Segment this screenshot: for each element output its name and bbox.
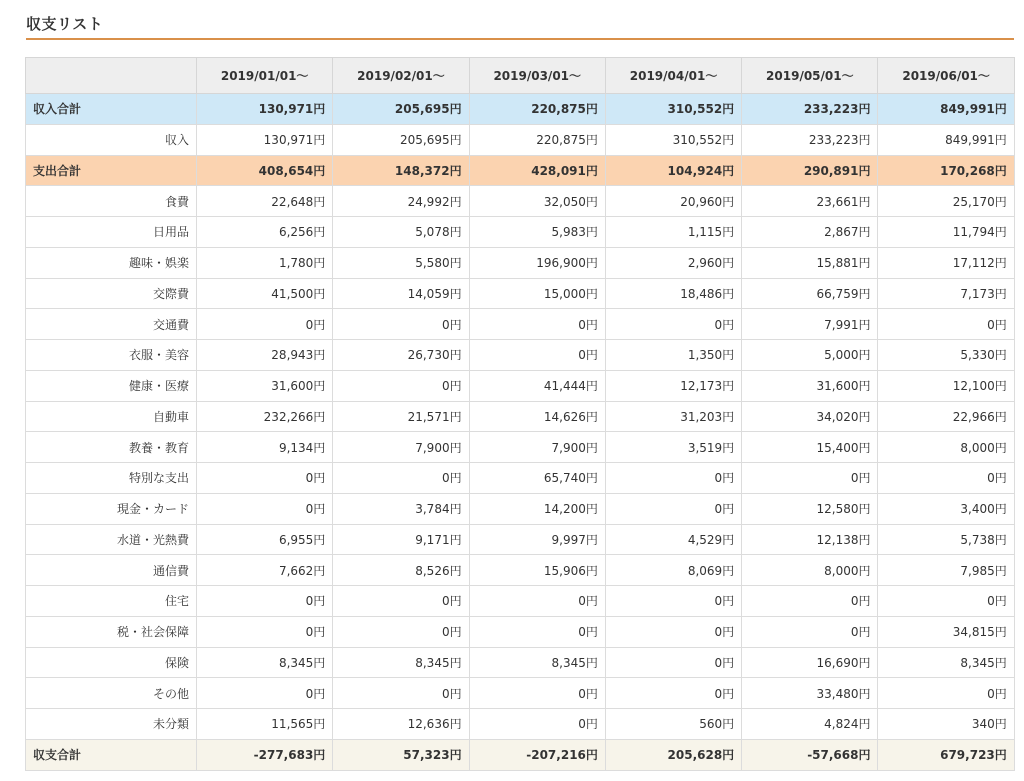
table-cell: 2,960円 xyxy=(605,247,741,278)
table-cell: 104,924円 xyxy=(605,155,741,186)
table-cell: 11,794円 xyxy=(878,217,1014,248)
table-cell: 4,824円 xyxy=(742,709,878,740)
table-cell: 7,173円 xyxy=(878,278,1014,309)
table-cell: 0円 xyxy=(742,463,878,494)
row-label: 未分類 xyxy=(26,709,197,740)
table-cell: 15,000円 xyxy=(469,278,605,309)
table-cell: 66,759円 xyxy=(742,278,878,309)
row-label: 現金・カード xyxy=(26,493,197,524)
table-cell: 408,654円 xyxy=(197,155,333,186)
table-cell: 0円 xyxy=(197,586,333,617)
table-cell: 1,780円 xyxy=(197,247,333,278)
table-cell: 16,690円 xyxy=(742,647,878,678)
table-cell: 205,695円 xyxy=(333,124,469,155)
row-label: 食費 xyxy=(26,186,197,217)
row-label: 水道・光熱費 xyxy=(26,524,197,555)
table-cell: 8,345円 xyxy=(333,647,469,678)
table-cell: 310,552円 xyxy=(605,124,741,155)
table-cell: 0円 xyxy=(469,309,605,340)
table-cell: 849,991円 xyxy=(878,124,1014,155)
table-row xyxy=(26,586,1015,617)
table-cell: 0円 xyxy=(742,586,878,617)
table-cell: 22,966円 xyxy=(878,401,1014,432)
table-cell: 8,000円 xyxy=(878,432,1014,463)
column-header-4[interactable]: 2019/04/01〜 xyxy=(605,58,741,94)
page-title: 収支リスト xyxy=(26,15,104,33)
table-cell: 220,875円 xyxy=(469,124,605,155)
table-cell: 8,069円 xyxy=(605,555,741,586)
table-row xyxy=(26,647,1015,678)
row-label: 税・社会保障 xyxy=(26,616,197,647)
table-row xyxy=(26,432,1015,463)
table-cell: 11,565円 xyxy=(197,709,333,740)
table-cell: 25,170円 xyxy=(878,186,1014,217)
table-cell: 20,960円 xyxy=(605,186,741,217)
table-row xyxy=(26,124,1015,155)
title-divider xyxy=(26,38,1014,40)
table-cell: 15,400円 xyxy=(742,432,878,463)
table-cell: 0円 xyxy=(742,616,878,647)
total-expense-row xyxy=(26,155,1015,186)
table-cell: 28,943円 xyxy=(197,340,333,371)
table-cell: 2,867円 xyxy=(742,217,878,248)
table-cell: 5,580円 xyxy=(333,247,469,278)
table-cell: 3,519円 xyxy=(605,432,741,463)
table-row xyxy=(26,370,1015,401)
total-balance-row xyxy=(26,739,1015,770)
table-cell: 130,971円 xyxy=(197,94,333,125)
table-row xyxy=(26,340,1015,371)
row-label: 収入 xyxy=(26,124,197,155)
table-cell: 0円 xyxy=(197,678,333,709)
table-cell: 8,526円 xyxy=(333,555,469,586)
table-cell: 7,900円 xyxy=(333,432,469,463)
table-cell: 196,900円 xyxy=(469,247,605,278)
table-row xyxy=(26,616,1015,647)
table-cell: 4,529円 xyxy=(605,524,741,555)
table-cell: 34,020円 xyxy=(742,401,878,432)
table-cell: 26,730円 xyxy=(333,340,469,371)
table-row xyxy=(26,278,1015,309)
table-row xyxy=(26,247,1015,278)
table-cell: 6,955円 xyxy=(197,524,333,555)
table-cell: 31,600円 xyxy=(742,370,878,401)
column-header-1[interactable]: 2019/01/01〜 xyxy=(197,58,333,94)
table-cell: 65,740円 xyxy=(469,463,605,494)
table-cell: 5,983円 xyxy=(469,217,605,248)
table-cell: 9,171円 xyxy=(333,524,469,555)
table-cell: 18,486円 xyxy=(605,278,741,309)
table-cell: 0円 xyxy=(469,678,605,709)
table-cell: 12,636円 xyxy=(333,709,469,740)
table-cell: 0円 xyxy=(605,647,741,678)
table-cell: 0円 xyxy=(605,586,741,617)
table-cell: 170,268円 xyxy=(878,155,1014,186)
row-label: 交通費 xyxy=(26,309,197,340)
column-header-6[interactable]: 2019/06/01〜 xyxy=(878,58,1014,94)
table-cell: 7,900円 xyxy=(469,432,605,463)
column-header-5[interactable]: 2019/05/01〜 xyxy=(742,58,878,94)
table-cell: 0円 xyxy=(197,616,333,647)
table-cell: 8,345円 xyxy=(878,647,1014,678)
table-cell: 0円 xyxy=(333,309,469,340)
table-header-row xyxy=(26,58,1015,94)
table-cell: 0円 xyxy=(197,493,333,524)
table-cell: 7,985円 xyxy=(878,555,1014,586)
row-label: 自動車 xyxy=(26,401,197,432)
table-cell: 0円 xyxy=(878,463,1014,494)
table-cell: 5,330円 xyxy=(878,340,1014,371)
table-cell: 5,078円 xyxy=(333,217,469,248)
table-cell: 0円 xyxy=(469,709,605,740)
column-header-3[interactable]: 2019/03/01〜 xyxy=(469,58,605,94)
table-cell: 12,100円 xyxy=(878,370,1014,401)
table-cell: 0円 xyxy=(469,616,605,647)
table-cell: 0円 xyxy=(197,309,333,340)
table-cell: -207,216円 xyxy=(469,739,605,770)
table-cell: 22,648円 xyxy=(197,186,333,217)
table-cell: 220,875円 xyxy=(469,94,605,125)
table-cell: 6,256円 xyxy=(197,217,333,248)
table-row xyxy=(26,493,1015,524)
table-row xyxy=(26,401,1015,432)
table-cell: 428,091円 xyxy=(469,155,605,186)
row-label: 通信費 xyxy=(26,555,197,586)
table-cell: 0円 xyxy=(878,678,1014,709)
table-cell: 7,991円 xyxy=(742,309,878,340)
row-label: 日用品 xyxy=(26,217,197,248)
table-cell: 0円 xyxy=(605,309,741,340)
row-label: 衣服・美容 xyxy=(26,340,197,371)
table-cell: 12,580円 xyxy=(742,493,878,524)
table-row xyxy=(26,678,1015,709)
table-cell: 148,372円 xyxy=(333,155,469,186)
table-cell: 3,400円 xyxy=(878,493,1014,524)
table-cell: 290,891円 xyxy=(742,155,878,186)
row-label: 収支合計 xyxy=(26,739,197,770)
table-cell: 14,200円 xyxy=(469,493,605,524)
table-cell: 0円 xyxy=(333,586,469,617)
row-label: 特別な支出 xyxy=(26,463,197,494)
table-cell: 15,881円 xyxy=(742,247,878,278)
table-row xyxy=(26,217,1015,248)
table-cell: 31,600円 xyxy=(197,370,333,401)
table-cell: 0円 xyxy=(469,340,605,371)
table-cell: 0円 xyxy=(197,463,333,494)
table-cell: 0円 xyxy=(333,463,469,494)
table-cell: -277,683円 xyxy=(197,739,333,770)
table-cell: -57,668円 xyxy=(742,739,878,770)
table-cell: 7,662円 xyxy=(197,555,333,586)
table-cell: 31,203円 xyxy=(605,401,741,432)
total-income-row xyxy=(26,94,1015,125)
table-cell: 14,626円 xyxy=(469,401,605,432)
table-row xyxy=(26,709,1015,740)
table-cell: 57,323円 xyxy=(333,739,469,770)
table-cell: 8,345円 xyxy=(469,647,605,678)
table-cell: 1,115円 xyxy=(605,217,741,248)
table-cell: 33,480円 xyxy=(742,678,878,709)
table-cell: 41,444円 xyxy=(469,370,605,401)
row-label: 趣味・娯楽 xyxy=(26,247,197,278)
table-cell: 0円 xyxy=(333,616,469,647)
table-cell: 8,000円 xyxy=(742,555,878,586)
table-cell: 849,991円 xyxy=(878,94,1014,125)
table-cell: 12,173円 xyxy=(605,370,741,401)
table-cell: 34,815円 xyxy=(878,616,1014,647)
table-cell: 233,223円 xyxy=(742,124,878,155)
table-cell: 205,628円 xyxy=(605,739,741,770)
table-cell: 0円 xyxy=(605,616,741,647)
table-cell: 12,138円 xyxy=(742,524,878,555)
table-cell: 3,784円 xyxy=(333,493,469,524)
table-cell: 0円 xyxy=(605,493,741,524)
table-cell: 9,997円 xyxy=(469,524,605,555)
table-row xyxy=(26,309,1015,340)
table-cell: 32,050円 xyxy=(469,186,605,217)
table-cell: 14,059円 xyxy=(333,278,469,309)
row-label: 健康・医療 xyxy=(26,370,197,401)
table-cell: 205,695円 xyxy=(333,94,469,125)
table-cell: 21,571円 xyxy=(333,401,469,432)
row-label: 保険 xyxy=(26,647,197,678)
table-cell: 23,661円 xyxy=(742,186,878,217)
column-header-2[interactable]: 2019/02/01〜 xyxy=(333,58,469,94)
table-cell: 5,000円 xyxy=(742,340,878,371)
table-cell: 340円 xyxy=(878,709,1014,740)
row-label: 交際費 xyxy=(26,278,197,309)
table-cell: 15,906円 xyxy=(469,555,605,586)
table-cell: 17,112円 xyxy=(878,247,1014,278)
table-cell: 679,723円 xyxy=(878,739,1014,770)
corner-header-cell xyxy=(26,58,197,94)
table-body xyxy=(26,94,1015,771)
table-cell: 0円 xyxy=(333,678,469,709)
table-cell: 233,223円 xyxy=(742,94,878,125)
table-cell: 9,134円 xyxy=(197,432,333,463)
table-cell: 310,552円 xyxy=(605,94,741,125)
table-cell: 5,738円 xyxy=(878,524,1014,555)
table-cell: 0円 xyxy=(878,586,1014,617)
balance-table xyxy=(25,57,1015,771)
table-row xyxy=(26,555,1015,586)
row-label: 支出合計 xyxy=(26,155,197,186)
table-cell: 1,350円 xyxy=(605,340,741,371)
table-row xyxy=(26,186,1015,217)
table-cell: 24,992円 xyxy=(333,186,469,217)
table-cell: 0円 xyxy=(605,463,741,494)
table-cell: 8,345円 xyxy=(197,647,333,678)
table-row xyxy=(26,524,1015,555)
table-cell: 0円 xyxy=(878,309,1014,340)
row-label: 住宅 xyxy=(26,586,197,617)
table-cell: 0円 xyxy=(333,370,469,401)
table-cell: 41,500円 xyxy=(197,278,333,309)
row-label: その他 xyxy=(26,678,197,709)
table-cell: 130,971円 xyxy=(197,124,333,155)
table-row xyxy=(26,463,1015,494)
table-cell: 232,266円 xyxy=(197,401,333,432)
table-cell: 0円 xyxy=(469,586,605,617)
table-cell: 0円 xyxy=(605,678,741,709)
row-label: 教養・教育 xyxy=(26,432,197,463)
row-label: 収入合計 xyxy=(26,94,197,125)
table-cell: 560円 xyxy=(605,709,741,740)
